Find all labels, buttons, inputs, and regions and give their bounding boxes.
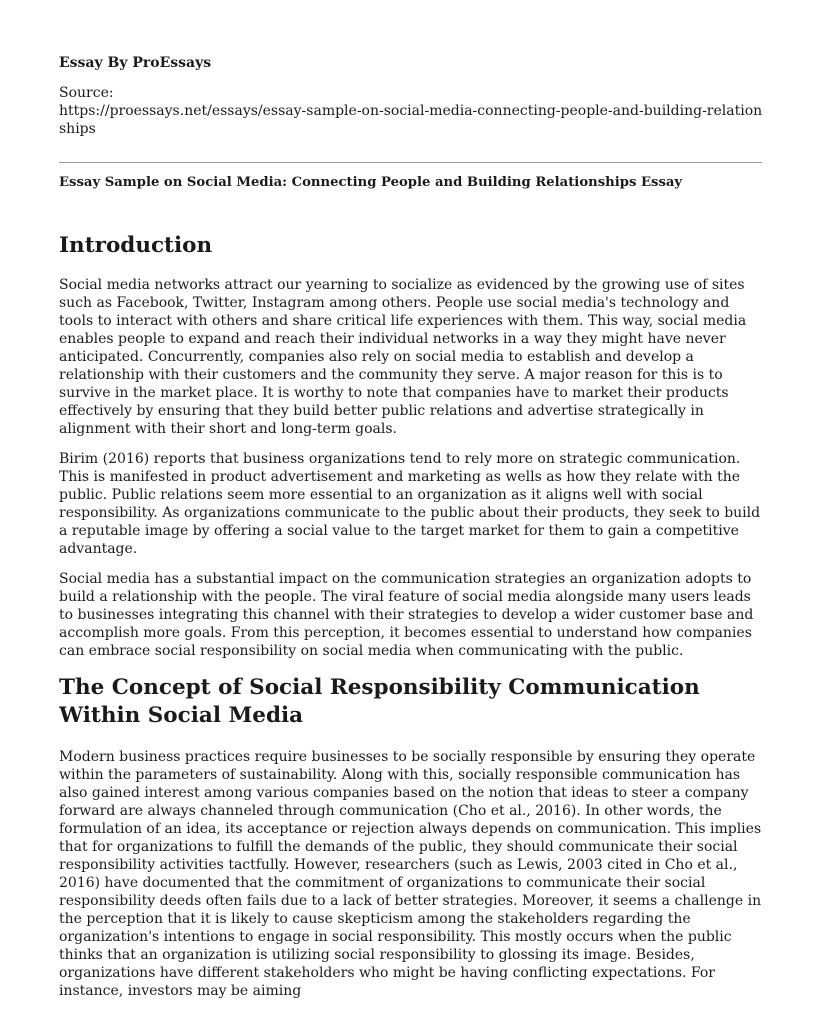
paragraph: Modern business practices require businesses to be socially responsible by ensuring they operate within the parameters of sustainability. Along with this, socially responsible communication has also gained interest among various companies based on the notion that ideas to steer a company forward are always channeled through communication (Cho et al., 2016). In other words, the formulation of an idea, its acceptance or rejection always depends on communication. This implies that for organizations to fulfill the demands of the public, they should communicate their social responsibility activities tactfully. However, researchers (such as Lewis, 2003 cited in Cho et al., 2016) have documented that the commitment of organizations to communicate their social responsibility deeds often fails due to a lack of better strategies. Moreover, it seems a challenge in the perception that it is likely to cause skepticism among the stakeholders regarding the organization's intentions to engage in social responsibility. This mostly occurs when the public thinks that an organization is utilizing social responsibility to glossing its image. Besides, organizations have different stakeholders who might be having conflicting expectations. For instance, investors may be aiming <box>59 749 762 999</box>
paragraph: Social media has a substantial impact on the communication strategies an organization adopts to build a relationship with the people. The viral feature of social media alongside many users leads to businesses integrating this channel with their strategies to develop a wider customer base and accomplish more goals. From this perception, it becomes essential to understand how companies can embrace social responsibility on social media when communicating with the public. <box>59 571 754 659</box>
essay-content <box>59 232 764 1012</box>
paragraph: Birim (2016) reports that business organizations tend to rely more on strategic communication. This is manifested in product advertisement and marketing as wells as how they relate with the public. Public relations seem more essential to an organization as it aligns well with social responsibility. As organizations communicate to the public about their products, they seek to build a reputable image by offering a social value to the target market for them to gain a competitive advantage. <box>59 451 761 557</box>
section-introduction <box>59 232 764 660</box>
section-social-responsibility <box>59 674 764 1000</box>
section-heading: Introduction <box>59 233 213 258</box>
byline: Essay By ProEssays <box>59 55 212 71</box>
divider <box>59 162 762 163</box>
paragraph: Social media networks attract our yearning to socialize as evidenced by the growing use of sites such as Facebook, Twitter, Instagram among others. People use social media's technology and tools to interact with others and share critical life experiences with them. This way, social media enables people to expand and reach their individual networks in a way they might have never anticipated. Concurrently, companies also rely on social media to establish and develop a relationship with their customers and the community they serve. A major reason for this is to survive in the market place. It is worthy to note that companies have to market their products effectively by ensuring that they build better public relations and advertise strategically in alignment with their short and long-term goals. <box>59 277 747 437</box>
section-heading: The Concept of Social Responsibility Communication Within Social Media <box>59 675 700 728</box>
source-label: Source: <box>59 85 114 101</box>
source-url: https://proessays.net/essays/essay-sample-on-social-media-connecting-people-and-building-relationships <box>59 103 763 137</box>
source-block <box>59 84 764 138</box>
document-title: Essay Sample on Social Media: Connecting People and Building Relationships Essay <box>59 175 683 190</box>
